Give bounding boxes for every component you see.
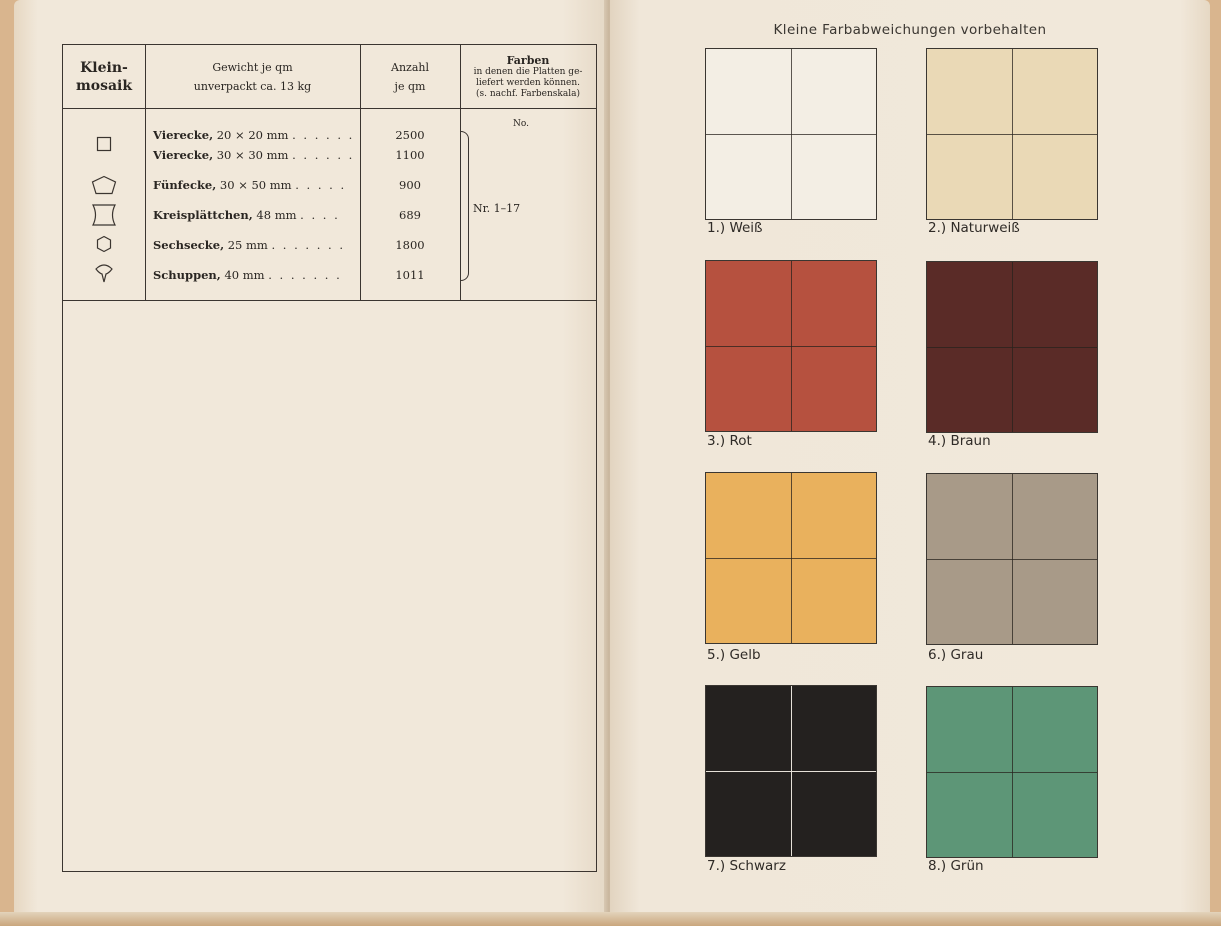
- row-count: 1011: [395, 268, 425, 282]
- left-page: [14, 0, 610, 926]
- mosaic-table: [62, 44, 597, 872]
- scale-shape-icon: [63, 262, 145, 284]
- swatch-label: 4.) Braun: [928, 433, 991, 449]
- row-count: 900: [399, 178, 421, 192]
- color-swatch-naturweiss: [926, 48, 1098, 220]
- color-swatch-schwarz: [705, 685, 877, 857]
- swatch-label: 2.) Naturweiß: [928, 220, 1020, 236]
- row-count: 1800: [395, 238, 425, 252]
- color-swatch-grau: [926, 473, 1098, 645]
- row-count: 2500: [395, 128, 425, 142]
- table-row: Fünfecke, 30 × 50 mm . . . . .: [153, 178, 347, 192]
- swatch-label: 5.) Gelb: [707, 647, 761, 663]
- table-row: Vierecke, 30 × 30 mm . . . . . .: [153, 148, 355, 162]
- no-label: No.: [513, 119, 529, 129]
- swatch-label: 8.) Grün: [928, 858, 984, 874]
- book-bottom-edge: [0, 912, 1221, 926]
- header-kleinmosaik: Klein- mosaik: [75, 60, 133, 94]
- hexagon-icon: [63, 235, 145, 253]
- color-deviation-note: Kleine Farbabweichungen vorbehalten: [773, 22, 1047, 38]
- color-swatch-braun: [926, 261, 1098, 433]
- color-swatch-gruen: [926, 686, 1098, 858]
- header-anzahl: Anzahl je qm: [391, 61, 429, 93]
- table-body: [63, 109, 596, 301]
- header-farben: Farben in denen die Platten ge- liefert werden können. (s. nachf. Farbenskala): [473, 54, 583, 99]
- table-row: Kreisplättchen, 48 mm . . . .: [153, 208, 340, 222]
- swatch-label: 7.) Schwarz: [707, 858, 786, 874]
- pentagon-icon: [63, 175, 145, 195]
- color-swatch-rot: [705, 260, 877, 432]
- colors-range-label: Nr. 1–17: [473, 202, 521, 215]
- table-row: Vierecke, 20 × 20 mm . . . . . .: [153, 128, 355, 142]
- color-swatch-weiss: [705, 48, 877, 220]
- color-swatch-gelb: [705, 472, 877, 644]
- swatch-label: 6.) Grau: [928, 647, 984, 663]
- row-count: 1100: [395, 148, 425, 162]
- table-header-row: [63, 45, 596, 109]
- header-gewicht: Gewicht je qm unverpackt ca. 13 kg: [193, 61, 312, 93]
- swatch-label: 3.) Rot: [707, 433, 752, 449]
- brace-bracket: [461, 131, 469, 281]
- table-row: Schuppen, 40 mm . . . . . . .: [153, 268, 342, 282]
- swatch-label: 1.) Weiß: [707, 220, 763, 236]
- row-count: 689: [399, 208, 421, 222]
- concave-tile-icon: [63, 203, 145, 227]
- table-row: Sechsecke, 25 mm . . . . . . .: [153, 238, 346, 252]
- square-icon: [63, 136, 145, 152]
- right-page: [610, 0, 1210, 926]
